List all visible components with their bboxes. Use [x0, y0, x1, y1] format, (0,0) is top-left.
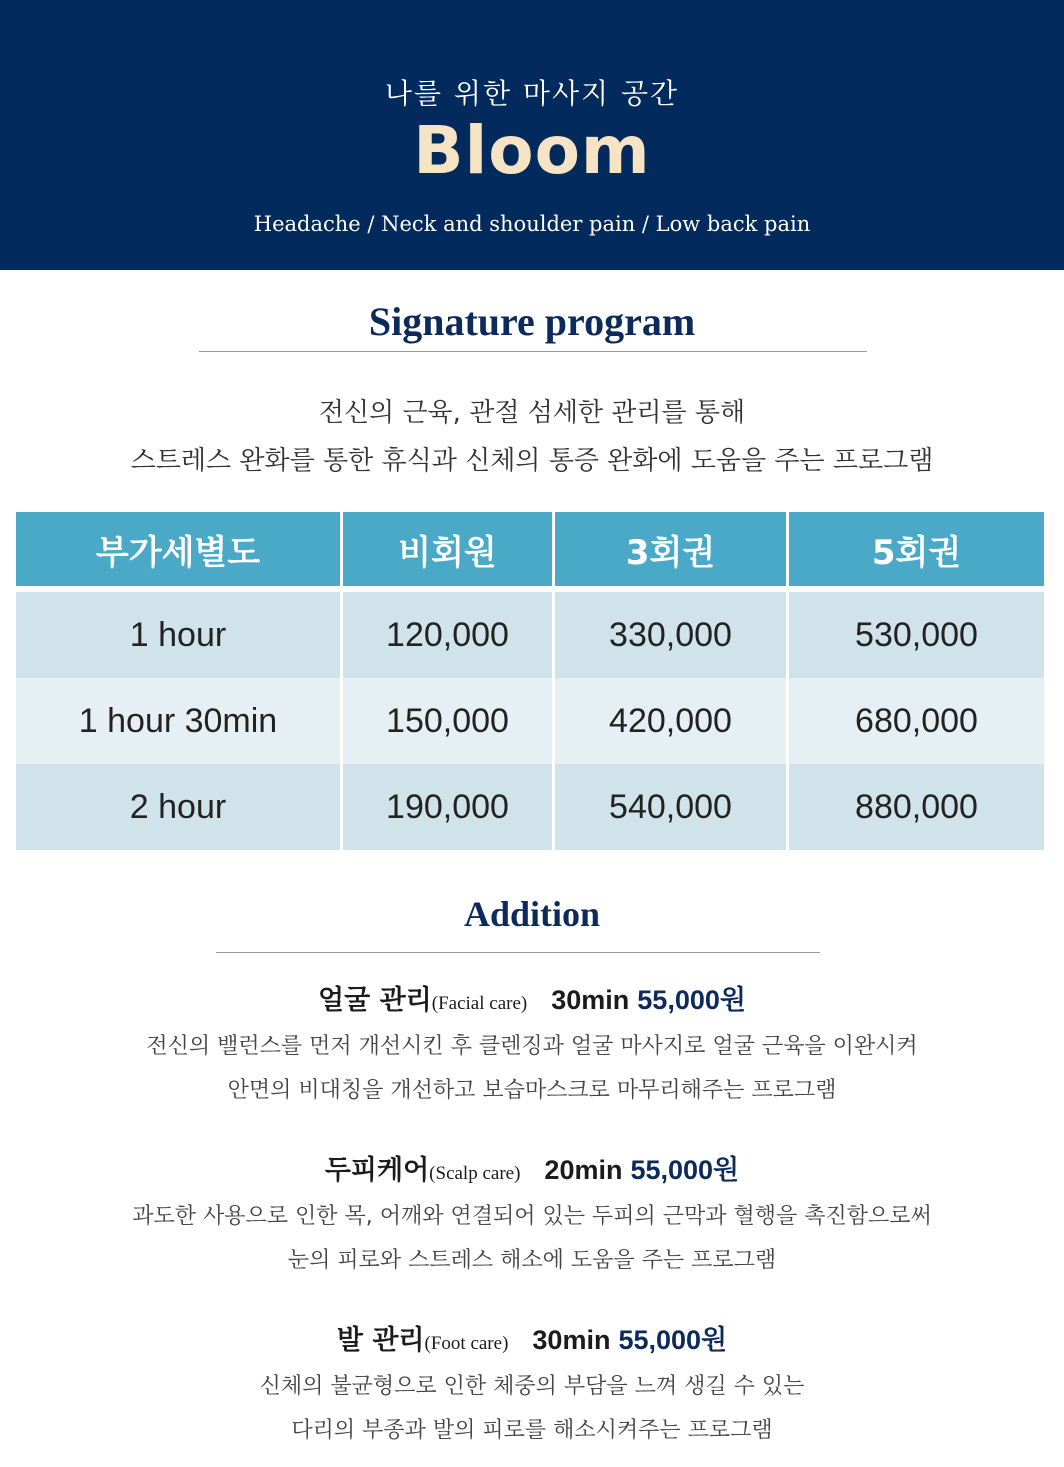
signature-desc-line-2: 스트레스 완화를 통한 휴식과 신체의 통증 완화에 도움을 주는 프로그램 — [130, 446, 934, 476]
price-table — [16, 512, 1044, 850]
addition-price: 55,000원 — [618, 1325, 728, 1355]
addition-english-name: (Foot care) — [424, 1333, 509, 1354]
price-cell: 330,000 — [555, 592, 789, 678]
price-cell: 190,000 — [343, 764, 555, 850]
addition-name: 발 관리 — [336, 1325, 425, 1356]
addition-item-facial — [0, 978, 1064, 1113]
addition-desc-line: 다리의 부종과 발의 피로를 해소시켜주는 프로그램 — [291, 1418, 773, 1443]
addition-desc-line: 전신의 밸런스를 먼저 개선시킨 후 클렌징과 얼굴 마사지로 얼굴 근육을 이완시켜 — [146, 1034, 918, 1059]
price-cell: 150,000 — [343, 678, 555, 764]
addition-desc-line: 안면의 비대칭을 개선하고 보습마스크로 마무리해주는 프로그램 — [227, 1078, 837, 1103]
brand-title: Bloom — [413, 112, 651, 189]
addition-duration: 20min — [544, 1155, 623, 1185]
price-cell: 530,000 — [789, 592, 1044, 678]
header-tagline: Headache / Neck and shoulder pain / Low back pain — [253, 212, 811, 236]
header-subtitle: 나를 위한 마사지 공간 — [384, 77, 680, 110]
addition-desc-line: 눈의 피로와 스트레스 해소에 도움을 주는 프로그램 — [287, 1248, 777, 1273]
table-row — [16, 592, 1044, 678]
addition-divider — [216, 952, 820, 953]
signature-divider — [199, 351, 867, 352]
signature-title: Signature program — [368, 299, 696, 344]
addition-item-foot — [0, 1318, 1064, 1453]
table-row — [16, 764, 1044, 850]
header-vat-excluded: 부가세별도 — [16, 512, 343, 586]
price-cell: 680,000 — [789, 678, 1044, 764]
addition-desc-line: 신체의 불균형으로 인한 체중의 부담을 느껴 생길 수 있는 — [259, 1374, 805, 1399]
duration-cell: 1 hour — [16, 592, 343, 678]
addition-name: 얼굴 관리 — [318, 985, 432, 1016]
addition-price: 55,000원 — [630, 1155, 740, 1185]
price-cell: 880,000 — [789, 764, 1044, 850]
price-cell: 420,000 — [555, 678, 789, 764]
header-5-session-pass: 5회권 — [789, 512, 1044, 586]
addition-duration: 30min — [532, 1325, 611, 1355]
addition-title: Addition — [463, 894, 601, 934]
addition-english-name: (Facial care) — [431, 993, 528, 1014]
header-banner — [0, 0, 1064, 270]
header-non-member: 비회원 — [343, 512, 555, 586]
price-cell: 120,000 — [343, 592, 555, 678]
addition-name: 두피케어 — [324, 1155, 430, 1186]
header-3-session-pass: 3회권 — [555, 512, 789, 586]
price-cell: 540,000 — [555, 764, 789, 850]
signature-desc-line-1: 전신의 근육, 관절 섬세한 관리를 통해 — [318, 398, 746, 428]
addition-item-scalp — [0, 1148, 1064, 1283]
addition-price: 55,000원 — [637, 985, 746, 1015]
addition-english-name: (Scalp care) — [429, 1163, 521, 1184]
table-row — [16, 678, 1044, 764]
duration-cell: 2 hour — [16, 764, 343, 850]
addition-desc-line: 과도한 사용으로 인한 목, 어깨와 연결되어 있는 두피의 근막과 혈행을 촉진함으로써 — [132, 1204, 932, 1229]
duration-cell: 1 hour 30min — [16, 678, 343, 764]
addition-duration: 30min — [551, 985, 630, 1015]
price-table-header-row — [16, 512, 1044, 586]
